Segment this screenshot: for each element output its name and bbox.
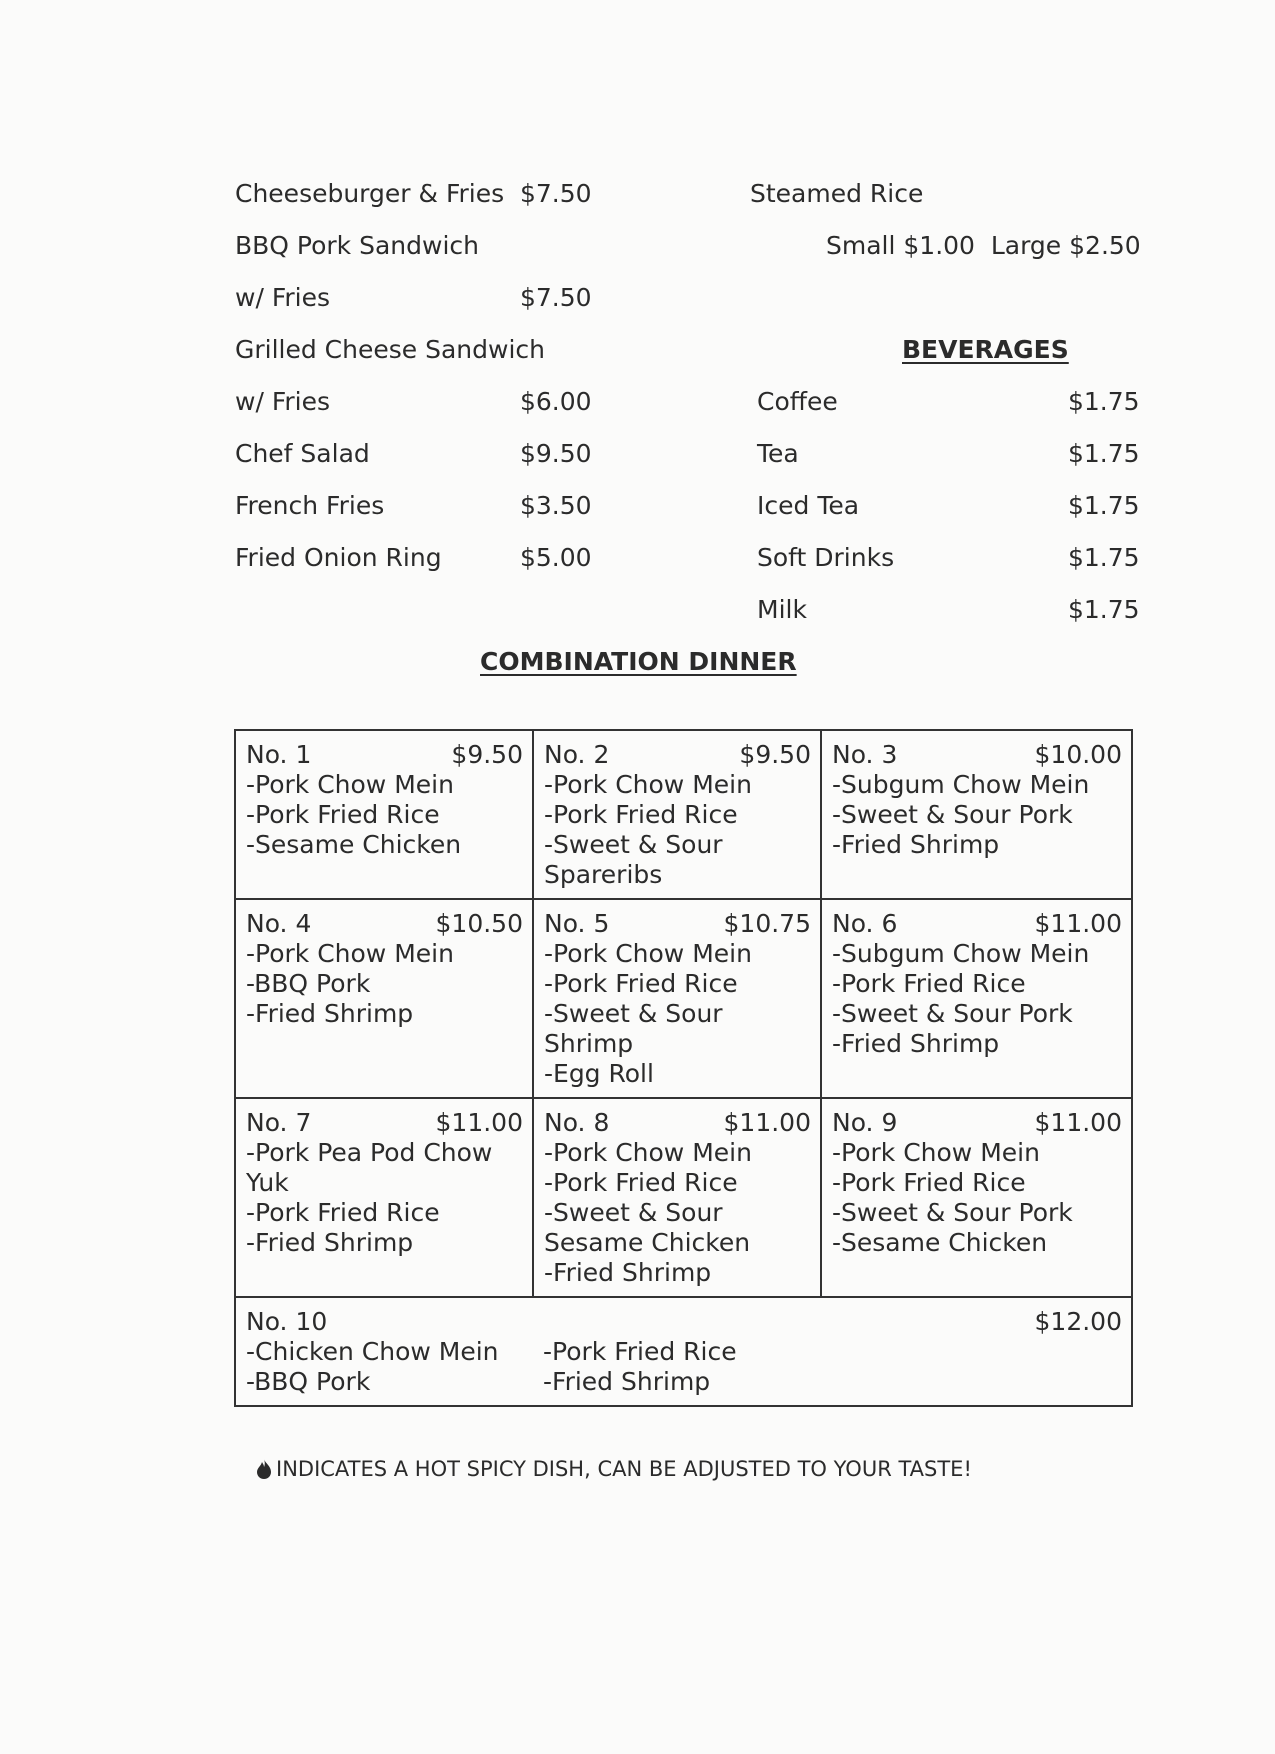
item-name: French Fries xyxy=(235,491,385,520)
combo-price: $12.00 xyxy=(1034,1307,1122,1336)
combo-cell xyxy=(533,1098,821,1297)
combo-item: -Pork Chow Mein xyxy=(544,939,752,968)
combo-cell xyxy=(821,1098,1132,1297)
item-price: $7.50 xyxy=(520,179,592,208)
item-name: Fried Onion Ring xyxy=(235,543,442,572)
combo-item: -Sesame Chicken xyxy=(832,1228,1048,1257)
combo-item: -Fried Shrimp xyxy=(543,1367,711,1396)
item-price: $5.00 xyxy=(520,543,592,572)
steamed-rice-name: Steamed Rice xyxy=(750,179,924,208)
beverage-price: $1.75 xyxy=(1068,595,1140,624)
combination-heading: COMBINATION DINNER xyxy=(480,647,797,676)
beverage-name: Tea xyxy=(757,439,799,468)
combo-item: -Sesame Chicken xyxy=(246,830,462,859)
combo-item: Sesame Chicken xyxy=(544,1228,751,1257)
combo-item: -Pork Fried Rice xyxy=(544,1168,738,1197)
spicy-note-text: INDICATES A HOT SPICY DISH, CAN BE ADJUSTED TO YOUR TASTE! xyxy=(276,1457,972,1481)
combo-cell xyxy=(235,730,533,899)
combo-price: $11.00 xyxy=(1034,909,1122,938)
combo-item: -Pork Fried Rice xyxy=(544,969,738,998)
beverage-price: $1.75 xyxy=(1068,387,1140,416)
item-name: BBQ Pork Sandwich xyxy=(235,231,479,260)
combo-number: No. 9 xyxy=(832,1108,898,1137)
combo-cell-10 xyxy=(235,1297,1132,1406)
combo-item: -Pork Fried Rice xyxy=(246,800,440,829)
item-price: $3.50 xyxy=(520,491,592,520)
combo-item: -BBQ Pork xyxy=(246,1367,371,1396)
combo-item: -Pork Chow Mein xyxy=(544,770,752,799)
combo-item: -Sweet & Sour Pork xyxy=(832,800,1073,829)
combo-number: No. 1 xyxy=(246,740,312,769)
item-price: $6.00 xyxy=(520,387,592,416)
combo-price: $11.00 xyxy=(723,1108,811,1137)
combo-cell xyxy=(533,899,821,1098)
combo-item: Yuk xyxy=(246,1168,289,1197)
beverages-heading: BEVERAGES xyxy=(902,335,1069,364)
combo-item: -Egg Roll xyxy=(544,1059,654,1088)
combo-cell xyxy=(235,1098,533,1297)
combo-number: No. 2 xyxy=(544,740,610,769)
combo-item: -Pork Chow Mein xyxy=(246,770,454,799)
combo-price: $9.50 xyxy=(739,740,811,769)
combo-item: -Pork Chow Mein xyxy=(246,939,454,968)
combo-item: -Sweet & Sour xyxy=(544,830,723,859)
combo-price: $11.00 xyxy=(435,1108,523,1137)
steamed-rice-sizes: Small $1.00 Large $2.50 xyxy=(826,231,1141,260)
combo-item: -Pork Fried Rice xyxy=(246,1198,440,1227)
combo-item: -Fried Shrimp xyxy=(246,1228,414,1257)
combo-price: $10.50 xyxy=(435,909,523,938)
beverage-price: $1.75 xyxy=(1068,491,1140,520)
combo-item: -Sweet & Sour Pork xyxy=(832,1198,1073,1227)
combo-number: No. 8 xyxy=(544,1108,610,1137)
combo-price: $11.00 xyxy=(1034,1108,1122,1137)
combo-price: $10.75 xyxy=(723,909,811,938)
combo-item: -Fried Shrimp xyxy=(544,1258,712,1287)
combo-number: No. 10 xyxy=(246,1307,328,1336)
combo-item: -Subgum Chow Mein xyxy=(832,939,1090,968)
combo-item: -Fried Shrimp xyxy=(246,999,414,1028)
item-name: w/ Fries xyxy=(235,283,331,312)
combo-number: No. 3 xyxy=(832,740,898,769)
item-price: $7.50 xyxy=(520,283,592,312)
combo-item: -Pork Fried Rice xyxy=(832,1168,1026,1197)
combo-item: Shrimp xyxy=(544,1029,634,1058)
combo-price: $10.00 xyxy=(1034,740,1122,769)
combo-price: $9.50 xyxy=(451,740,523,769)
combo-item: -Pork Chow Mein xyxy=(832,1138,1040,1167)
beverage-name: Soft Drinks xyxy=(757,543,895,572)
combo-number: No. 4 xyxy=(246,909,312,938)
combo-item: -Chicken Chow Mein xyxy=(246,1337,499,1366)
beverage-price: $1.75 xyxy=(1068,439,1140,468)
combo-item: -Sweet & Sour xyxy=(544,1198,723,1227)
combo-cell xyxy=(821,730,1132,899)
combo-item: Spareribs xyxy=(544,860,663,889)
item-name: Grilled Cheese Sandwich xyxy=(235,335,545,364)
item-name: w/ Fries xyxy=(235,387,331,416)
combo-item: -Pork Chow Mein xyxy=(544,1138,752,1167)
combo-item: -Pork Fried Rice xyxy=(543,1337,737,1366)
combo-item: -Pork Fried Rice xyxy=(832,969,1026,998)
combo-cell xyxy=(235,899,533,1098)
beverage-name: Milk xyxy=(757,595,807,624)
item-price: $9.50 xyxy=(520,439,592,468)
combo-item: -BBQ Pork xyxy=(246,969,371,998)
combo-item: -Sweet & Sour xyxy=(544,999,723,1028)
combo-cell xyxy=(821,899,1132,1098)
beverage-name: Iced Tea xyxy=(757,491,860,520)
combo-item: -Subgum Chow Mein xyxy=(832,770,1090,799)
combo-number: No. 5 xyxy=(544,909,610,938)
combo-item: -Pork Fried Rice xyxy=(544,800,738,829)
combo-cell xyxy=(533,730,821,899)
combo-number: No. 7 xyxy=(246,1108,312,1137)
combination-table xyxy=(234,729,1133,1407)
combo-item: -Sweet & Sour Pork xyxy=(832,999,1073,1028)
beverage-price: $1.75 xyxy=(1068,543,1140,572)
flame-icon xyxy=(256,1459,272,1479)
combo-item: -Pork Pea Pod Chow xyxy=(246,1138,493,1167)
combo-item: -Fried Shrimp xyxy=(832,830,1000,859)
beverage-name: Coffee xyxy=(757,387,838,416)
combo-item: -Fried Shrimp xyxy=(832,1029,1000,1058)
combo-number: No. 6 xyxy=(832,909,898,938)
item-name: Cheeseburger & Fries xyxy=(235,179,505,208)
spicy-note xyxy=(256,1457,972,1481)
item-name: Chef Salad xyxy=(235,439,370,468)
